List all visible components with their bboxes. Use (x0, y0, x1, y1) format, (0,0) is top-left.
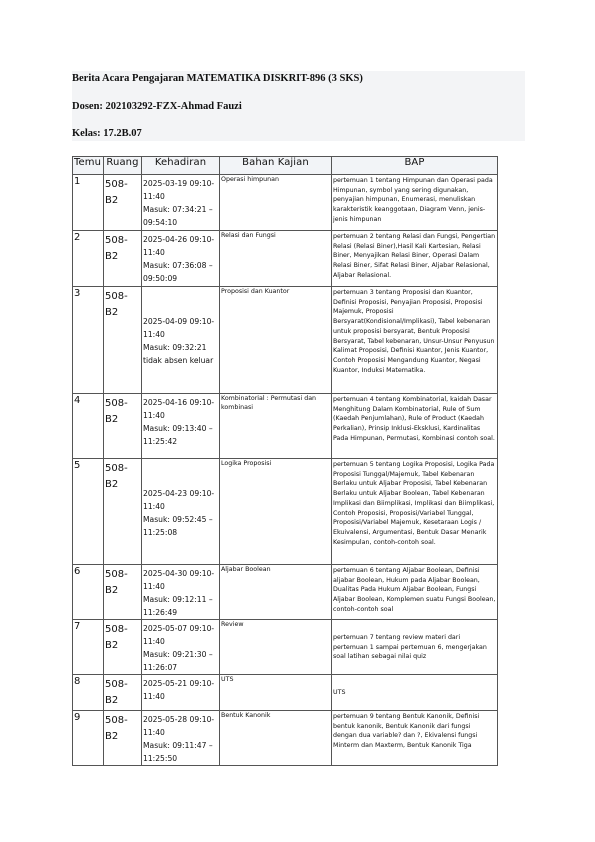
attendance-cell (142, 394, 220, 459)
teaching-record-table (72, 156, 498, 766)
room-cell: 508-B2 (104, 565, 142, 620)
attendance-cell (142, 711, 220, 766)
attendance-cell (142, 287, 220, 394)
bap-cell: pertemuan 2 tentang Relasi dan Fungsi, Pengertian Relasi (Relasi Biner),Hasil Kali Kartesian, Relasi Biner, Menyajikan Relasi Biner, Operasi Dalam Relasi Biner, Sifat Relasi Biner, Aljabar Relasional, Aljabar Relasional. (332, 231, 498, 287)
meeting-number: 3 (73, 287, 104, 394)
meeting-number: 9 (73, 711, 104, 766)
attendance-cell (142, 620, 220, 675)
topic-cell: Relasi dan Fungsi (220, 231, 332, 287)
meeting-number: 5 (73, 459, 104, 565)
attendance-cell (142, 459, 220, 565)
meeting-number: 2 (73, 231, 104, 287)
table-row (73, 459, 498, 565)
bap-cell: pertemuan 7 tentang review materi dari pertemuan 1 sampai pertemuan 6, mengerjakan soal latihan sebagai nilai quiz (332, 620, 498, 675)
topic-cell: Proposisi dan Kuantor (220, 287, 332, 394)
column-header-attendance: Kehadiran (142, 157, 220, 175)
bap-cell: pertemuan 1 tentang Himpunan dan Operasi pada Himpunan, symbol yang sering digunakan, penyajian himpunan, Enumerasi, menuliskan karakteristik keanggotaan, Diagram Venn, jenis-jenis himpunan (332, 175, 498, 231)
column-header-topic: Bahan Kajian (220, 157, 332, 175)
table-header-row (73, 157, 498, 175)
topic-cell: Review (220, 620, 332, 675)
room-cell: 508-B2 (104, 287, 142, 394)
room-cell: 508-B2 (104, 675, 142, 711)
room-cell: 508-B2 (104, 459, 142, 565)
room-cell: 508-B2 (104, 711, 142, 766)
attendance-text: 2025-03-19 09:10-11:40 Masuk: 07:34:21 – 09:54:10 (143, 179, 215, 227)
topic-cell: UTS (220, 675, 332, 711)
class-line: Kelas: 17.2B.07 (72, 128, 142, 139)
topic-cell: Kombinatorial : Permutasi dan kombinasi (220, 394, 332, 459)
room-cell: 508-B2 (104, 620, 142, 675)
column-header-meeting: Temu (73, 157, 104, 175)
topic-cell: Logika Proposisi (220, 459, 332, 565)
attendance-cell (142, 231, 220, 287)
table-row (73, 565, 498, 620)
room-cell: 508-B2 (104, 175, 142, 231)
attendance-text: 2025-05-21 09:10-11:40 (143, 679, 215, 701)
bap-cell: pertemuan 4 tentang Kombinatorial, kaidah Dasar Menghitung Dalam Kombinatorial, Rule of Sum (Kaedah Penjumlahan), Rule of Product (Kaedah Perkalian), Prinsip Inklusi-Eksklusi, Kardinalitas Pada Himpunan, Permutasi, Kombinasi contoh soal. (332, 394, 498, 459)
table-row (73, 175, 498, 231)
attendance-text: 2025-05-07 09:10-11:40 Masuk: 09:21:30 – 11:26:07 (143, 624, 215, 672)
attendance-text: 2025-04-23 09:10-11:40 Masuk: 09:52:45 – 11:25:08 (143, 488, 215, 537)
lecturer-line: Dosen: 202103292-FZX-Ahmad Fauzi (72, 101, 242, 112)
room-cell: 508-B2 (104, 394, 142, 459)
meeting-number: 4 (73, 394, 104, 459)
bap-cell: pertemuan 9 tentang Bentuk Kanonik, Definisi bentuk kanonik, Bentuk Kanonik dari fungsi dengan dua variable? dan ?, Ekivalensi fungsi Minterm dan Maxterm, Bentuk Kanonik Tiga (332, 711, 498, 766)
table-row (73, 675, 498, 711)
meeting-number: 8 (73, 675, 104, 711)
attendance-text: 2025-04-30 09:10-11:40 Masuk: 09:12:11 – 11:26:49 (143, 569, 215, 617)
table-row (73, 620, 498, 675)
attendance-cell (142, 175, 220, 231)
bap-cell: pertemuan 6 tentang Aljabar Boolean, Definisi aljabar Boolean, Hukum pada Aljabar Boolean, Dualitas Pada Hukum Aljabar Boolean, Fungsi Aljabar Boolean, Komplemen suatu Fungsi Boolean, contoh-contoh soal (332, 565, 498, 620)
bap-cell: UTS (332, 675, 498, 711)
meeting-number: 7 (73, 620, 104, 675)
attendance-text: 2025-04-09 09:10-11:40 Masuk: 09:32:21 tidak absen keluar (143, 317, 215, 365)
column-header-room: Ruang (104, 157, 142, 175)
attendance-text: 2025-05-28 09:10-11:40 Masuk: 09:11:47 – 11:25:50 (143, 715, 215, 763)
topic-cell: Bentuk Kanonik (220, 711, 332, 766)
bap-cell: pertemuan 3 tentang Proposisi dan Kuantor, Definisi Proposisi, Penyajian Proposisi, Proposisi Majemuk, Proposisi Bersyarat(Kondisional/Implikasi), Tabel kebenaran untuk proposisi bersyarat, Bentuk Proposisi Bersyarat, Tabel kebenaran, Unsur-Unsur Penyusun Kalimat Proposisi, Definisi Kuantor, Jenis Kuantor, Contoh Proposisi Mengandung Kuantor, Negasi Kuantor, Induksi Matematika. (332, 287, 498, 394)
attendance-text: 2025-04-16 09:10-11:40 Masuk: 09:13:40 – 11:25:42 (143, 398, 215, 446)
attendance-cell (142, 675, 220, 711)
bap-cell: pertemuan 5 tentang Logika Proposisi, Logika Pada Proposisi Tunggal/Majemuk, Tabel Kebenaran Berlaku untuk Aljabar Proposisi, Tabel Kebenaran Berlaku untuk Aljabar Boolean, Tabel Kebenaran Implikasi dan Biimplikasi, Implikasi dan Biimplikasi, Contoh Proposisi, Proposisi/Variabel Tunggal, Proposisi/Variabel Majemuk, Kesetaraan Logis / Ekuivalensi, Argumentasi, Bentuk Dasar Menarik Kesimpulan, contoh-contoh soal. (332, 459, 498, 565)
table-row (73, 287, 498, 394)
attendance-text: 2025-04-26 09:10-11:40 Masuk: 07:36:08 – 09:50:09 (143, 235, 215, 283)
room-cell: 508-B2 (104, 231, 142, 287)
table-row (73, 394, 498, 459)
table-row (73, 231, 498, 287)
attendance-cell (142, 565, 220, 620)
meeting-number: 1 (73, 175, 104, 231)
topic-cell: Operasi himpunan (220, 175, 332, 231)
meeting-number: 6 (73, 565, 104, 620)
table-row (73, 711, 498, 766)
topic-cell: Aljabar Boolean (220, 565, 332, 620)
column-header-bap: BAP (332, 157, 498, 175)
page-title: Berita Acara Pengajaran MATEMATIKA DISKRIT-896 (3 SKS) (72, 73, 363, 84)
